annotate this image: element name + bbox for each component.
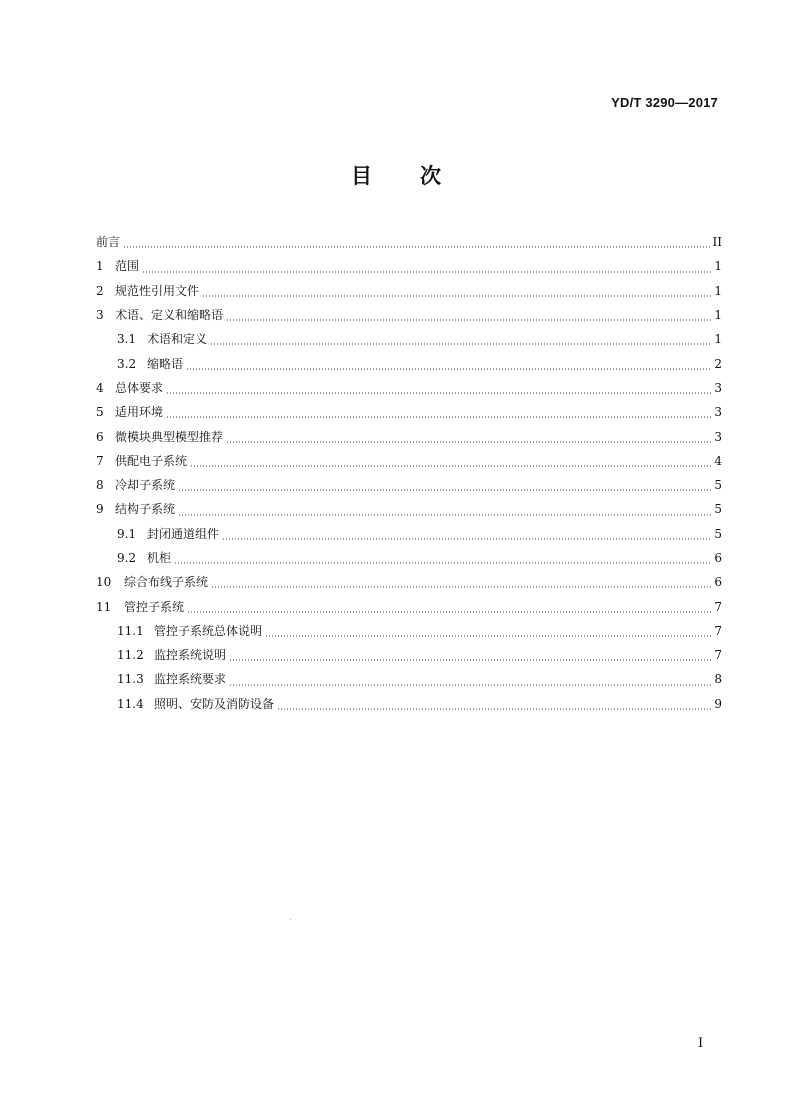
toc-entry-title: 冷却子系统 bbox=[115, 478, 176, 493]
toc-entry-title: 监控系统要求 bbox=[154, 672, 227, 687]
toc-entry-page: 3 bbox=[714, 405, 722, 420]
toc-entry-title: 综合布线子系统 bbox=[124, 575, 209, 590]
toc-entry-title: 术语和定义 bbox=[147, 332, 208, 347]
toc-leader-dots bbox=[187, 611, 711, 613]
toc-entry[interactable] bbox=[96, 303, 722, 327]
toc-entry-page: 1 bbox=[714, 308, 722, 323]
page-title-char-1: 目 bbox=[351, 164, 372, 188]
toc-entry[interactable] bbox=[96, 643, 722, 667]
toc-entry-number: 5 bbox=[96, 405, 104, 420]
toc-entry-page: 5 bbox=[714, 526, 722, 541]
toc-entry-title: 监控系统说明 bbox=[154, 648, 227, 663]
toc-entry-page: 5 bbox=[714, 502, 722, 517]
toc-entry-number: 9 bbox=[96, 502, 104, 517]
standard-code: YD/T 3290—2017 bbox=[611, 95, 718, 110]
page-number: I bbox=[698, 1036, 704, 1051]
toc-entry-number: 3.2 bbox=[117, 356, 137, 371]
toc-entry-title: 照明、安防及消防设备 bbox=[154, 696, 275, 711]
toc-entry-number: 1 bbox=[96, 259, 104, 274]
toc-entry-title: 结构子系统 bbox=[115, 502, 176, 517]
toc-leader-dots bbox=[123, 246, 710, 248]
toc-leader-dots bbox=[211, 586, 711, 588]
toc-entry-title: 管控子系统总体说明 bbox=[154, 623, 263, 638]
toc-entry-number: 9.2 bbox=[117, 551, 137, 565]
toc-entry-title: 前言 bbox=[96, 235, 121, 250]
toc-leader-dots bbox=[166, 392, 711, 394]
toc-entry[interactable] bbox=[96, 449, 722, 473]
toc-leader-dots bbox=[226, 319, 711, 321]
toc-entry[interactable] bbox=[96, 692, 722, 716]
toc-entry-number: 11.1 bbox=[117, 623, 144, 638]
toc-leader-dots bbox=[229, 684, 711, 686]
toc-entry[interactable] bbox=[96, 254, 722, 278]
toc-entry-title: 封闭通道组件 bbox=[147, 526, 220, 541]
toc-entry-number: 6 bbox=[96, 429, 104, 444]
toc-entry-title: 范围 bbox=[115, 259, 140, 274]
toc-entry[interactable] bbox=[96, 351, 722, 375]
toc-entry[interactable] bbox=[96, 594, 722, 618]
page-title-char-2: 次 bbox=[420, 164, 441, 188]
toc-entry-number: 11.4 bbox=[117, 696, 144, 711]
toc-entry-number: 9.1 bbox=[117, 526, 137, 541]
toc-entry[interactable] bbox=[96, 497, 722, 521]
toc-entry-number: 11.3 bbox=[117, 672, 144, 687]
toc-entry[interactable] bbox=[96, 400, 722, 424]
toc-entry-page: 8 bbox=[714, 672, 722, 687]
toc-leader-dots bbox=[142, 271, 711, 273]
toc-entry[interactable] bbox=[96, 230, 722, 254]
toc-leader-dots bbox=[178, 489, 711, 491]
toc-leader-dots bbox=[229, 659, 711, 661]
toc-entry-page: 6 bbox=[714, 551, 722, 565]
toc-entry-page: 5 bbox=[714, 478, 722, 493]
toc-entry-page: 7 bbox=[714, 648, 722, 663]
toc-entry-page: 7 bbox=[714, 599, 722, 614]
toc-leader-dots bbox=[277, 708, 711, 710]
toc-entry[interactable] bbox=[96, 546, 722, 570]
toc-entry[interactable] bbox=[96, 570, 722, 594]
toc-entry-number: 11 bbox=[96, 599, 112, 614]
toc-leader-dots bbox=[265, 635, 711, 637]
toc-entry[interactable] bbox=[96, 424, 722, 448]
toc-leader-dots bbox=[166, 416, 711, 418]
scan-speck bbox=[290, 919, 291, 920]
toc-entry-page: 1 bbox=[714, 283, 722, 298]
toc-entry[interactable] bbox=[96, 376, 722, 400]
toc-leader-dots bbox=[190, 465, 711, 467]
toc-entry-title: 机柜 bbox=[147, 551, 172, 565]
toc-entry[interactable] bbox=[96, 279, 722, 303]
toc-entry-number: 3 bbox=[96, 308, 104, 323]
toc-entry[interactable] bbox=[96, 619, 722, 643]
toc-entry-title: 规范性引用文件 bbox=[115, 283, 200, 298]
toc-leader-dots bbox=[174, 562, 711, 564]
toc-entry[interactable] bbox=[96, 327, 722, 351]
toc-entry-title: 适用环境 bbox=[115, 405, 164, 420]
toc-leader-dots bbox=[226, 441, 711, 443]
toc-leader-dots bbox=[210, 343, 711, 345]
toc-leader-dots bbox=[222, 538, 711, 540]
toc-entry-number: 10 bbox=[96, 575, 112, 590]
toc-entry-number: 4 bbox=[96, 380, 104, 395]
toc-entry-title: 微模块典型模型推荐 bbox=[115, 429, 224, 444]
toc-entry-page: 2 bbox=[714, 356, 722, 371]
toc-leader-dots bbox=[202, 295, 711, 297]
toc-entry-page: 7 bbox=[714, 623, 722, 638]
toc-entry-number: 3.1 bbox=[117, 332, 137, 347]
toc-entry-page: 9 bbox=[714, 696, 722, 711]
toc-entry-page: 3 bbox=[714, 380, 722, 395]
toc-entry[interactable] bbox=[96, 473, 722, 497]
toc-entry-number: 11.2 bbox=[117, 648, 144, 663]
toc-entry-page: 1 bbox=[714, 332, 722, 347]
page-title bbox=[0, 160, 792, 190]
toc-entry-title: 缩略语 bbox=[147, 356, 184, 371]
toc-entry-number: 2 bbox=[96, 283, 104, 298]
toc-entry-page: 3 bbox=[714, 429, 722, 444]
toc-entry-title: 总体要求 bbox=[115, 380, 164, 395]
toc-entry[interactable] bbox=[96, 522, 722, 546]
toc-entry-page: 4 bbox=[714, 453, 722, 468]
toc-entry-title: 供配电子系统 bbox=[115, 453, 188, 468]
toc-entry[interactable] bbox=[96, 667, 722, 691]
toc-entry-title: 术语、定义和缩略语 bbox=[115, 308, 224, 323]
table-of-contents bbox=[96, 230, 722, 716]
toc-entry-page: II bbox=[712, 235, 722, 250]
toc-entry-number: 7 bbox=[96, 453, 104, 468]
toc-entry-page: 1 bbox=[714, 259, 722, 274]
toc-leader-dots bbox=[178, 514, 711, 516]
toc-leader-dots bbox=[186, 368, 711, 370]
toc-entry-title: 管控子系统 bbox=[124, 599, 185, 614]
toc-entry-page: 6 bbox=[714, 575, 722, 590]
toc-entry-number: 8 bbox=[96, 478, 104, 493]
